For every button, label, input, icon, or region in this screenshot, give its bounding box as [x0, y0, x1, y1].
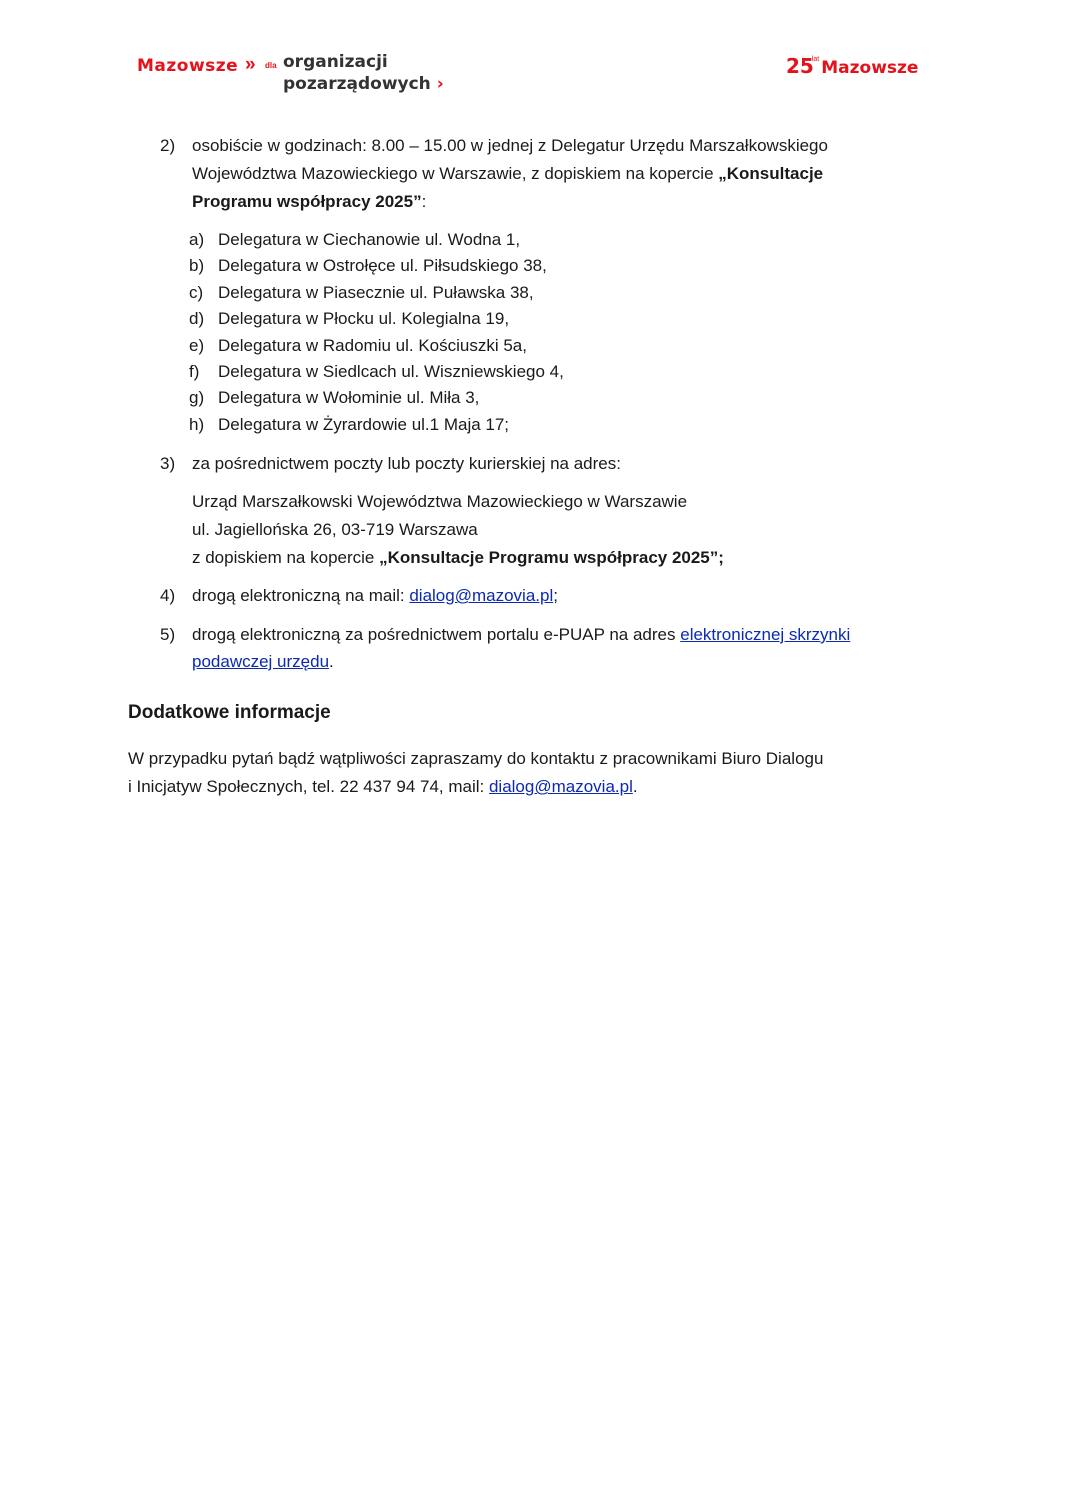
item3-line1: za pośrednictwem poczty lub poczty kurierskiej na adres: — [192, 454, 621, 473]
logo-25-lat-mazowsze — [786, 54, 918, 94]
logo-right-brand: Mazowsze — [821, 58, 919, 78]
item2-line1: osobiście w godzinach: 8.00 – 15.00 w jednej z Delegatur Urzędu Marszałkowskiego — [192, 136, 828, 155]
additional-line2: i Inicjatyw Społecznych, tel. 22 437 94 74, mail: dialog@mazovia.pl. — [128, 777, 638, 796]
item-number: 5) — [160, 625, 176, 644]
list-item-letter: c) — [189, 282, 204, 302]
list-item: Delegatura w Płocku ul. Kolegialna 19, — [218, 309, 510, 329]
item5-line2: podawczej urzędu. — [192, 652, 334, 671]
additional-line1: W przypadku pytań bądź wątpliwości zapraszamy do kontaktu z pracownikami Biuro Dialogu — [128, 749, 824, 768]
list-item-letter: g) — [189, 388, 205, 408]
list-item: Delegatura w Piasecznie ul. Puławska 38, — [218, 282, 534, 302]
logo-chevrons-icon: » — [245, 54, 256, 75]
email-link[interactable]: dialog@mazovia.pl — [488, 777, 633, 796]
logo-dla-text: dla — [265, 61, 277, 70]
list-item: Delegatura w Żyrardowie ul.1 Maja 17; — [218, 414, 510, 434]
page-header — [0, 50, 1075, 100]
item5-line1: drogą elektroniczną za pośrednictwem portalu e-PUAP na adres elektronicznej skrzynki — [192, 625, 851, 644]
item2-line3: Programu współpracy 2025”: — [192, 192, 427, 211]
list-item: Delegatura w Siedlcach ul. Wiszniewskiego 4, — [218, 362, 564, 381]
address-line1: Urząd Marszałkowski Województwa Mazowieckiego w Warszawie — [192, 492, 688, 511]
logo-line2: pozarządowych › — [283, 74, 444, 94]
address-line2: ul. Jagiellońska 26, 03-719 Warszawa — [192, 520, 478, 539]
email-link[interactable]: dialog@mazovia.pl — [409, 586, 554, 605]
list-item: Delegatura w Wołominie ul. Miła 3, — [218, 388, 480, 408]
list-item-letter: f) — [189, 362, 200, 381]
item-number: 4) — [160, 586, 176, 605]
item-number: 3) — [160, 454, 176, 473]
list-item-letter: e) — [189, 335, 205, 355]
list-item-letter: h) — [189, 414, 205, 434]
logo-line1: organizacji — [283, 52, 388, 72]
list-item: Delegatura w Ostrołęce ul. Piłsudskiego 38, — [218, 256, 547, 276]
list-item: Delegatura w Ciechanowie ul. Wodna 1, — [218, 230, 521, 249]
item-number: 2) — [160, 136, 176, 155]
logo-lat-text: lat — [811, 56, 820, 63]
list-item: Delegatura w Radomiu ul. Kościuszki 5a, — [218, 335, 527, 355]
logo-end-chevron-icon: › — [436, 74, 444, 94]
epuap-link[interactable]: elektronicznej skrzynki — [680, 625, 851, 644]
section-heading: Dodatkowe informacje — [128, 702, 331, 723]
item4-line: drogą elektroniczną na mail: dialog@mazovia.pl; — [192, 586, 558, 605]
epuap-link-cont[interactable]: podawczej urzędu — [192, 652, 330, 671]
item2-line2: Województwa Mazowieckiego w Warszawie, z dopiskiem na kopercie „Konsultacje — [192, 164, 824, 183]
list-item-letter: b) — [189, 256, 205, 276]
logo-brand-text: Mazowsze — [137, 56, 239, 76]
address-line3: z dopiskiem na kopercie „Konsultacje Programu współpracy 2025”; — [192, 548, 724, 567]
list-item-letter: a) — [189, 230, 205, 249]
list-item-letter: d) — [189, 309, 205, 329]
logo-25-number: 25 — [786, 54, 814, 78]
